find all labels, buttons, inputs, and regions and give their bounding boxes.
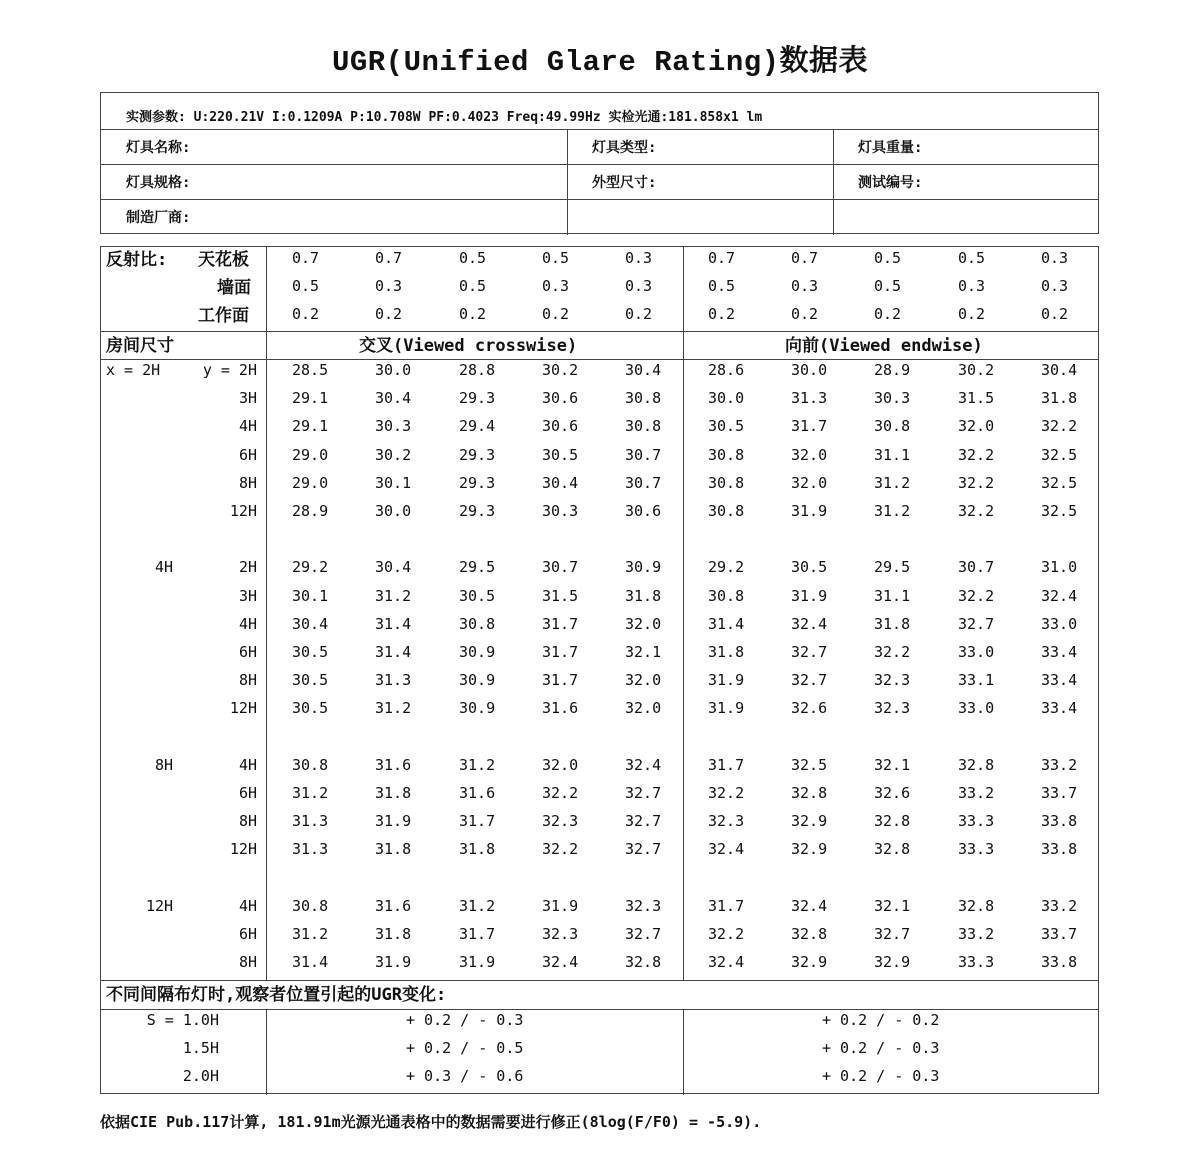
spacing-crosswise-value: + 0.2 / - 0.3 xyxy=(406,1011,524,1029)
ugr-value: 32.2 xyxy=(708,925,745,943)
ugr-value: 33.1 xyxy=(958,671,995,690)
ugr-value: 32.0 xyxy=(542,755,579,774)
ugr-value: 30.8 xyxy=(292,896,329,915)
spacing-s-label: 1.5H xyxy=(182,1039,219,1057)
ugr-value: 30.7 xyxy=(625,445,662,464)
ugr-value: 30.9 xyxy=(459,643,496,661)
room-y-label: 4H xyxy=(238,755,257,774)
ugr-value: 30.8 xyxy=(708,502,745,520)
ugr-value: 31.1 xyxy=(874,445,911,464)
ugr-value: 31.2 xyxy=(375,699,412,718)
ceiling-reflectance-value: 0.7 xyxy=(375,249,403,267)
ugr-value: 29.3 xyxy=(459,389,496,408)
wall-reflectance-value: 0.3 xyxy=(1041,277,1069,295)
page-title: UGR(Unified Glare Rating)数据表 xyxy=(331,46,869,79)
ugr-value: 32.0 xyxy=(791,473,828,492)
wall-reflectance-value: 0.3 xyxy=(375,277,403,295)
ceiling-reflectance-value: 0.5 xyxy=(874,249,902,267)
spacing-crosswise-value: + 0.2 / - 0.5 xyxy=(406,1039,524,1057)
room-y-label: 8H xyxy=(238,473,257,492)
ugr-value: 32.4 xyxy=(708,953,745,972)
ugr-value: 28.9 xyxy=(874,361,911,379)
ugr-value: 30.8 xyxy=(874,417,911,436)
ugr-value: 32.2 xyxy=(874,643,911,661)
ugr-value: 32.3 xyxy=(542,812,579,831)
ugr-value: 33.3 xyxy=(958,812,995,831)
ugr-value: 33.7 xyxy=(1041,784,1078,802)
ugr-value: 32.4 xyxy=(708,840,745,859)
ceiling-reflectance-value: 0.7 xyxy=(292,249,320,267)
ugr-value: 29.3 xyxy=(459,445,496,464)
ugr-value: 31.9 xyxy=(791,502,828,520)
ugr-value: 31.8 xyxy=(625,586,662,605)
ugr-value: 30.7 xyxy=(958,558,995,577)
ugr-value: 30.8 xyxy=(625,417,662,436)
ugr-value: 30.0 xyxy=(375,361,412,379)
workplane-reflectance-value: 0.2 xyxy=(1041,305,1069,323)
ugr-value: 31.2 xyxy=(292,784,329,802)
ugr-table xyxy=(100,246,1099,1094)
crosswise-header: 交叉(Viewed crosswise) xyxy=(359,336,578,356)
ugr-value: 32.7 xyxy=(791,671,828,690)
wall-reflectance-value: 0.5 xyxy=(459,277,487,295)
ugr-value: 33.4 xyxy=(1041,699,1078,718)
ugr-value: 29.2 xyxy=(292,558,329,577)
divider xyxy=(101,199,1098,200)
ugr-value: 32.8 xyxy=(625,953,662,972)
ceiling-reflectance-value: 0.5 xyxy=(958,249,986,267)
ugr-value: 30.1 xyxy=(292,586,329,605)
ugr-value: 31.6 xyxy=(375,896,412,915)
ugr-value: 30.5 xyxy=(292,699,329,718)
ugr-value: 31.7 xyxy=(708,755,745,774)
workplane-reflectance-value: 0.2 xyxy=(958,305,986,323)
ugr-value: 30.2 xyxy=(542,361,579,379)
ugr-value: 32.2 xyxy=(958,473,995,492)
workplane-reflectance-value: 0.2 xyxy=(874,305,902,323)
ugr-value: 30.2 xyxy=(958,361,995,379)
divider xyxy=(101,359,1098,360)
ugr-value: 32.2 xyxy=(542,840,579,859)
ugr-value: 32.3 xyxy=(625,896,662,915)
ugr-value: 32.2 xyxy=(958,502,995,520)
ugr-value: 32.5 xyxy=(1041,473,1078,492)
ugr-value: 33.0 xyxy=(958,699,995,718)
ugr-value: 31.3 xyxy=(292,840,329,859)
ugr-value: 29.1 xyxy=(292,389,329,408)
ugr-value: 30.3 xyxy=(542,502,579,520)
ugr-value: 32.4 xyxy=(625,755,662,774)
ugr-value: 32.7 xyxy=(958,614,995,633)
outline-size-label: 外型尺寸: xyxy=(592,175,657,191)
ugr-value: 32.7 xyxy=(625,925,662,943)
ceiling-reflectance-value: 0.5 xyxy=(542,249,570,267)
wall-label: 墙面 xyxy=(217,278,251,298)
room-y-label: 6H xyxy=(238,784,257,802)
ugr-value: 31.0 xyxy=(1041,558,1078,577)
ugr-value: 30.4 xyxy=(375,389,412,408)
spacing-endwise-value: + 0.2 / - 0.2 xyxy=(822,1011,940,1029)
ugr-value: 31.7 xyxy=(459,812,496,831)
ugr-value: 31.7 xyxy=(791,417,828,436)
ugr-value: 32.7 xyxy=(625,784,662,802)
footnote: 依据CIE Pub.117计算, 181.91m光源光通表格中的数据需要进行修正(8log(F/F0) = -5.9). xyxy=(100,1113,762,1131)
ugr-value: 30.9 xyxy=(459,699,496,718)
ugr-value: 31.7 xyxy=(459,925,496,943)
ugr-value: 30.9 xyxy=(625,558,662,577)
ugr-value: 29.3 xyxy=(459,473,496,492)
ugr-value: 33.8 xyxy=(1041,840,1078,859)
divider xyxy=(833,129,834,235)
ugr-value: 28.9 xyxy=(292,502,329,520)
ugr-value: 30.4 xyxy=(375,558,412,577)
ugr-value: 31.9 xyxy=(459,953,496,972)
ugr-value: 32.7 xyxy=(625,812,662,831)
ugr-value: 28.5 xyxy=(292,361,329,379)
ugr-value: 30.4 xyxy=(625,361,662,379)
room-y-label: 8H xyxy=(238,953,257,972)
ugr-value: 30.5 xyxy=(791,558,828,577)
ugr-value: 31.8 xyxy=(375,784,412,802)
ugr-value: 32.3 xyxy=(542,925,579,943)
ugr-value: 31.8 xyxy=(1041,389,1078,408)
room-y-label: 12H xyxy=(229,699,257,718)
ugr-value: 32.7 xyxy=(625,840,662,859)
workplane-reflectance-value: 0.2 xyxy=(375,305,403,323)
ugr-value: 30.0 xyxy=(708,389,745,408)
ugr-value: 32.5 xyxy=(1041,502,1078,520)
room-y-label: 4H xyxy=(238,417,257,436)
ugr-value: 30.8 xyxy=(459,614,496,633)
ugr-value: 29.1 xyxy=(292,417,329,436)
room-y-label: 6H xyxy=(238,445,257,464)
ugr-value: 32.2 xyxy=(1041,417,1078,436)
ugr-value: 31.2 xyxy=(459,755,496,774)
ugr-value: 30.5 xyxy=(708,417,745,436)
ugr-value: 32.9 xyxy=(874,953,911,972)
room-y-label: 6H xyxy=(238,643,257,661)
divider xyxy=(266,247,267,980)
ugr-value: 30.3 xyxy=(375,417,412,436)
workplane-reflectance-value: 0.2 xyxy=(292,305,320,323)
ugr-value: 32.8 xyxy=(958,755,995,774)
ugr-value: 31.1 xyxy=(874,586,911,605)
ugr-value: 33.8 xyxy=(1041,953,1078,972)
ugr-value: 32.0 xyxy=(625,671,662,690)
ugr-value: 33.0 xyxy=(958,643,995,661)
ceiling-reflectance-value: 0.3 xyxy=(625,249,653,267)
ugr-value: 31.4 xyxy=(375,614,412,633)
ugr-value: 29.0 xyxy=(292,473,329,492)
ugr-value: 33.4 xyxy=(1041,671,1078,690)
ugr-value: 30.7 xyxy=(542,558,579,577)
ugr-value: 32.5 xyxy=(791,755,828,774)
ugr-value: 31.6 xyxy=(459,784,496,802)
ugr-value: 32.1 xyxy=(874,755,911,774)
room-y-label: 4H xyxy=(238,614,257,633)
ugr-value: 30.5 xyxy=(292,671,329,690)
ugr-value: 29.5 xyxy=(874,558,911,577)
ugr-value: 32.9 xyxy=(791,953,828,972)
wall-reflectance-value: 0.3 xyxy=(958,277,986,295)
ugr-value: 31.3 xyxy=(375,671,412,690)
ugr-value: 30.8 xyxy=(292,755,329,774)
ugr-value: 32.8 xyxy=(874,812,911,831)
ugr-value: 31.7 xyxy=(542,614,579,633)
ugr-value: 31.2 xyxy=(874,473,911,492)
ugr-value: 32.8 xyxy=(958,896,995,915)
ugr-value: 30.8 xyxy=(708,473,745,492)
ugr-value: 31.2 xyxy=(874,502,911,520)
ugr-value: 31.9 xyxy=(708,671,745,690)
ugr-value: 28.8 xyxy=(459,361,496,379)
ugr-value: 28.6 xyxy=(708,361,745,379)
ugr-value: 32.8 xyxy=(791,784,828,802)
room-x-label: 12H xyxy=(146,896,174,915)
wall-reflectance-value: 0.3 xyxy=(625,277,653,295)
ugr-value: 30.8 xyxy=(708,586,745,605)
workplane-label: 工作面 xyxy=(198,306,249,326)
workplane-reflectance-value: 0.2 xyxy=(791,305,819,323)
ugr-value: 30.5 xyxy=(542,445,579,464)
ugr-value: 33.3 xyxy=(958,840,995,859)
fixture-name-label: 灯具名称: xyxy=(126,140,191,156)
ugr-value: 31.3 xyxy=(292,812,329,831)
wall-reflectance-value: 0.5 xyxy=(874,277,902,295)
spacing-label: 不同间隔布灯时,观察者位置引起的UGR变化: xyxy=(106,985,447,1005)
divider xyxy=(101,129,1098,130)
ugr-value: 30.0 xyxy=(791,361,828,379)
ugr-value: 31.5 xyxy=(542,586,579,605)
room-y-label: 4H xyxy=(238,896,257,915)
ceiling-reflectance-value: 0.3 xyxy=(1041,249,1069,267)
divider xyxy=(266,1009,267,1095)
wall-reflectance-value: 0.3 xyxy=(791,277,819,295)
room-size-label: 房间尺寸 xyxy=(106,336,174,356)
ugr-value: 30.6 xyxy=(625,502,662,520)
room-y-label: 8H xyxy=(238,671,257,690)
fixture-type-label: 灯具类型: xyxy=(592,140,657,156)
reflectance-label: 反射比: xyxy=(106,250,168,270)
ugr-value: 32.2 xyxy=(958,586,995,605)
divider xyxy=(567,129,568,235)
fixture-spec-label: 灯具规格: xyxy=(126,175,191,191)
ugr-value: 31.9 xyxy=(791,586,828,605)
ugr-value: 32.8 xyxy=(874,840,911,859)
ugr-value: 33.8 xyxy=(1041,812,1078,831)
room-x-label: x = 2H xyxy=(106,361,161,379)
ugr-value: 31.3 xyxy=(791,389,828,408)
ugr-value: 33.7 xyxy=(1041,925,1078,943)
ugr-value: 31.7 xyxy=(542,643,579,661)
ugr-value: 33.2 xyxy=(958,784,995,802)
ugr-value: 31.8 xyxy=(375,840,412,859)
fixture-info-table xyxy=(100,92,1099,234)
ugr-value: 33.0 xyxy=(1041,614,1078,633)
ugr-value: 33.2 xyxy=(958,925,995,943)
spacing-s-label: S = 1.0H xyxy=(146,1011,219,1029)
ugr-value: 32.0 xyxy=(791,445,828,464)
endwise-header: 向前(Viewed endwise) xyxy=(785,336,983,356)
ugr-value: 30.5 xyxy=(459,586,496,605)
ugr-value: 33.2 xyxy=(1041,755,1078,774)
ugr-value: 31.2 xyxy=(292,925,329,943)
ugr-value: 31.9 xyxy=(708,699,745,718)
ugr-value: 30.3 xyxy=(874,389,911,408)
ugr-value: 32.9 xyxy=(791,812,828,831)
spacing-crosswise-value: + 0.3 / - 0.6 xyxy=(406,1067,524,1085)
spacing-endwise-value: + 0.2 / - 0.3 xyxy=(822,1039,940,1057)
ugr-value: 30.8 xyxy=(625,389,662,408)
room-y-label: 12H xyxy=(229,502,257,520)
room-y-label: y = 2H xyxy=(202,361,257,379)
ugr-value: 31.4 xyxy=(292,953,329,972)
ugr-value: 32.0 xyxy=(625,614,662,633)
spacing-endwise-value: + 0.2 / - 0.3 xyxy=(822,1067,940,1085)
ugr-value: 30.8 xyxy=(708,445,745,464)
ceiling-reflectance-value: 0.5 xyxy=(459,249,487,267)
ugr-value: 32.1 xyxy=(625,643,662,661)
room-y-label: 8H xyxy=(238,812,257,831)
ugr-value: 33.3 xyxy=(958,953,995,972)
ugr-value: 31.9 xyxy=(375,812,412,831)
fixture-weight-label: 灯具重量: xyxy=(858,140,923,156)
wall-reflectance-value: 0.3 xyxy=(542,277,570,295)
ugr-value: 32.6 xyxy=(791,699,828,718)
ugr-value: 29.4 xyxy=(459,417,496,436)
ugr-value: 31.2 xyxy=(375,586,412,605)
ceiling-reflectance-value: 0.7 xyxy=(791,249,819,267)
ugr-value: 30.7 xyxy=(625,473,662,492)
ugr-value: 32.4 xyxy=(1041,586,1078,605)
ugr-value: 32.8 xyxy=(791,925,828,943)
ugr-value: 32.2 xyxy=(958,445,995,464)
divider xyxy=(683,247,684,980)
room-y-label: 2H xyxy=(238,558,257,577)
wall-reflectance-value: 0.5 xyxy=(708,277,736,295)
workplane-reflectance-value: 0.2 xyxy=(542,305,570,323)
ugr-value: 29.5 xyxy=(459,558,496,577)
ugr-value: 32.5 xyxy=(1041,445,1078,464)
ugr-value: 31.6 xyxy=(542,699,579,718)
ugr-value: 30.6 xyxy=(542,389,579,408)
divider xyxy=(683,1009,684,1095)
ugr-value: 30.9 xyxy=(459,671,496,690)
room-y-label: 3H xyxy=(238,586,257,605)
ugr-value: 31.7 xyxy=(542,671,579,690)
ugr-value: 31.8 xyxy=(459,840,496,859)
ugr-value: 32.1 xyxy=(874,896,911,915)
ugr-value: 32.4 xyxy=(791,896,828,915)
manufacturer-label: 制造厂商: xyxy=(126,210,191,226)
ugr-value: 31.7 xyxy=(708,896,745,915)
ugr-value: 30.4 xyxy=(542,473,579,492)
measurement-params: 实测参数: U:220.21V I:0.1209A P:10.708W PF:0.4023 Freq:49.99Hz 实检光通:181.858x1 lm xyxy=(126,110,763,125)
divider xyxy=(101,164,1098,165)
ugr-value: 29.2 xyxy=(708,558,745,577)
ugr-value: 32.7 xyxy=(874,925,911,943)
workplane-reflectance-value: 0.2 xyxy=(625,305,653,323)
ugr-value: 32.0 xyxy=(625,699,662,718)
ugr-value: 30.5 xyxy=(292,643,329,661)
ugr-value: 30.0 xyxy=(375,502,412,520)
spacing-s-label: 2.0H xyxy=(182,1067,219,1085)
ugr-value: 32.0 xyxy=(958,417,995,436)
ugr-value: 31.8 xyxy=(874,614,911,633)
divider xyxy=(101,1009,1098,1010)
test-number-label: 测试编号: xyxy=(858,175,923,191)
ugr-value: 31.6 xyxy=(375,755,412,774)
ugr-value: 32.4 xyxy=(791,614,828,633)
ugr-value: 30.6 xyxy=(542,417,579,436)
ugr-value: 32.3 xyxy=(874,699,911,718)
ugr-value: 30.4 xyxy=(292,614,329,633)
ugr-value: 32.3 xyxy=(708,812,745,831)
ceiling-reflectance-value: 0.7 xyxy=(708,249,736,267)
ugr-value: 33.2 xyxy=(1041,896,1078,915)
ugr-value: 32.2 xyxy=(708,784,745,802)
ugr-value: 32.4 xyxy=(542,953,579,972)
ugr-value: 32.2 xyxy=(542,784,579,802)
ugr-value: 32.9 xyxy=(791,840,828,859)
ugr-value: 31.5 xyxy=(958,389,995,408)
ugr-value: 33.4 xyxy=(1041,643,1078,661)
ugr-value: 29.0 xyxy=(292,445,329,464)
ugr-value: 30.1 xyxy=(375,473,412,492)
workplane-reflectance-value: 0.2 xyxy=(459,305,487,323)
ugr-value: 31.9 xyxy=(542,896,579,915)
ugr-value: 31.8 xyxy=(375,925,412,943)
room-x-label: 8H xyxy=(155,755,174,774)
ugr-value: 31.9 xyxy=(375,953,412,972)
workplane-reflectance-value: 0.2 xyxy=(708,305,736,323)
room-y-label: 6H xyxy=(238,925,257,943)
ugr-value: 30.4 xyxy=(1041,361,1078,379)
ugr-value: 31.4 xyxy=(375,643,412,661)
room-y-label: 12H xyxy=(229,840,257,859)
ugr-value: 31.4 xyxy=(708,614,745,633)
ugr-value: 31.8 xyxy=(708,643,745,661)
room-y-label: 3H xyxy=(238,389,257,408)
ugr-value: 31.2 xyxy=(459,896,496,915)
wall-reflectance-value: 0.5 xyxy=(292,277,320,295)
ugr-value: 29.3 xyxy=(459,502,496,520)
ugr-value: 30.2 xyxy=(375,445,412,464)
ceiling-label: 天花板 xyxy=(198,250,249,270)
room-x-label: 4H xyxy=(155,558,174,577)
ugr-value: 32.3 xyxy=(874,671,911,690)
ugr-value: 32.7 xyxy=(791,643,828,661)
ugr-value: 32.6 xyxy=(874,784,911,802)
